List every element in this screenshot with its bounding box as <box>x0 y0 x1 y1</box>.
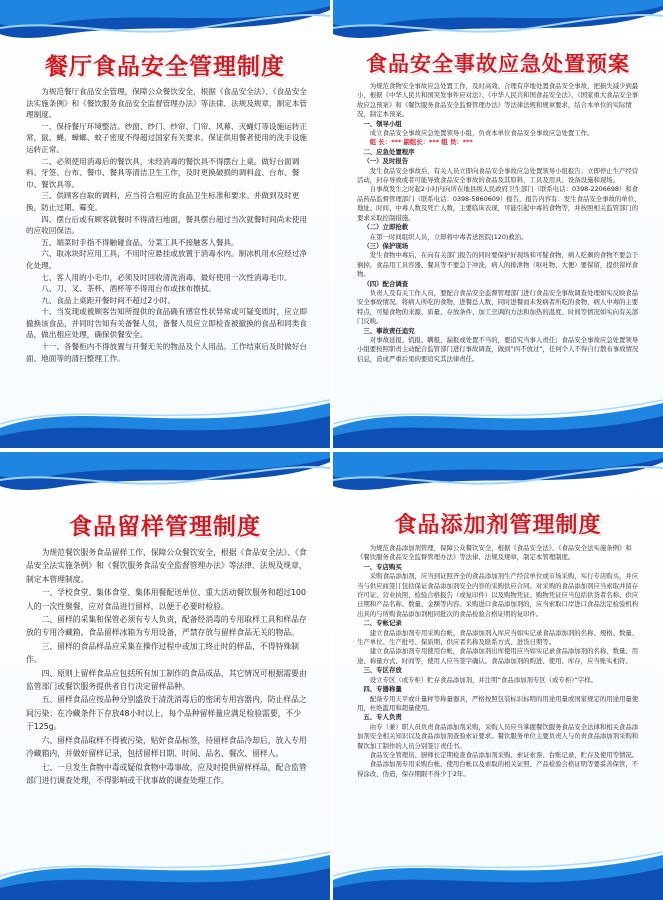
panel-body <box>26 86 308 364</box>
paragraph: 二、必须使用消毒后的餐饮具，未经消毒的餐饮具不得摆台上桌。做好台面调料、牙签、台布、餐巾、餐具等清洁卫生工作，及时更换破损的调料盒、台布、餐巾、餐饮具等。 <box>26 156 300 189</box>
section-heading: （一）及时报告 <box>363 157 409 166</box>
paragraph: 六、取冰块时应用工具，不用时应悬挂或放置于消毒水内。制冰机用水应经过净化处理。 <box>26 249 307 270</box>
paragraph: 食品安全管理员、厨师长定期检查食品添加剂采购、索证索票、台账记录、贮存及使用等情况。 <box>369 750 639 759</box>
panel-body <box>357 544 641 779</box>
paragraph: 负责人及有关工作人员，要配合食品安全监督管理部门进行食品安全事故调查处理如实反映食品安全事故情况。将病人所吃的食物，进餐总人数，同时进餐而未发病者所吃的食物，病人中毒的主要特点，可疑食物的来源、质量、存放条件、加工烹调的方法和加热的温度、时间等情况如实向有关部门反映。 <box>357 288 639 326</box>
paragraph: 食品添加剂专用采购台帐、使用台帐以及索取的相关证照、产品检验合格证明等要妥善保管，不得涂改、伪造，保存期限不得少于2年。 <box>357 760 639 778</box>
panel-title: 食品安全事故应急处置预案 <box>366 51 630 76</box>
panel-title: 食品留样管理制度 <box>69 513 261 540</box>
paragraph: 发生食品安全事故后，有关人员立即向食品安全事故应急处置领导小组报告；立即停止生产经营活动，封存导致或者可能导致食品安全事故的食品及其原料、工具及用具、设备设施和现场。 <box>357 166 639 185</box>
paragraph: 建立食品添加剂专用使用台帐，食品添加剂出库使用应当如实记录食品添加剂的名称、数量、用途、称量方式、时间等，使用人应当签字确认。食品添加剂的购进、使用、库存，应当账实相符。 <box>357 647 639 665</box>
paragraph: 为规范餐饮服务食品留样工作，保障公众餐饮安全，根据《食品安全法》、《食品安全法实施条例》和《餐饮服务食品安全监督管理办法》等法律、法规及规章，制定本管理制度。 <box>26 548 307 584</box>
paragraph: 三、留样的食品样品应采集在操作过程中或加工终止时的样品，不得特殊制作。 <box>26 641 299 665</box>
panel-food-additives <box>333 452 663 900</box>
section-heading: 二、专帐记录 <box>363 619 402 628</box>
paragraph: 九、食品上桌距开餐时间不超过2小时。 <box>41 295 176 305</box>
section-heading: 一、专店购买 <box>363 562 402 571</box>
paragraph: 发生食物中毒后，在向有关部门报告的同时要保护好现场和可疑食物，病人吃剩的食物不要急于倒掉，食品用工具容器、餐具等不要急于冲洗，病人的排泄物（呕吐物、大便）要保留，提供留样食物。 <box>357 251 639 279</box>
panel-title: 餐厅食品安全管理制度 <box>45 53 285 80</box>
panel-restaurant-food-safety <box>0 0 330 448</box>
bottom-wave-decoration <box>333 840 663 900</box>
section-heading: 三、专区存放 <box>363 666 402 675</box>
section-heading: 二、应急处置程序 <box>363 147 415 156</box>
paragraph: 五、端菜时手指不得触碰食品，分菜工具不接触客人餐具。 <box>41 237 239 247</box>
team-members: 组 长：*** 副组长：*** 组 员：*** <box>369 138 473 147</box>
panel-sample-retention <box>0 452 330 900</box>
paragraph: 成立食品安全事故应急处置领导小组，负责本单位食品安全事故应急处置工作。 <box>369 129 594 138</box>
paragraph: 六、留样食品取样不得被污染，贴好食品标签，待留样食品冷却后，放入专用冷藏箱内，并做好留样记录，包括留样日期、时间、品名、餐次、留样人。 <box>26 735 307 759</box>
paragraph: 七、客人用的小毛巾，必须及时回收清洗消毒，最好使用一次性消毒毛巾。 <box>41 272 292 282</box>
section-heading: （三）保护现场 <box>363 241 409 250</box>
panel-emergency-plan <box>333 0 663 448</box>
paragraph: 十、当发现或被顾客告知所提供的食品确有感官性状异常或可疑变质时，应立即撤换该食品，并同时告知有关备餐人员，备餐人员应立即检查被撤换的食品和同类食品，做出相应处理，确保供餐安全。 <box>26 307 307 340</box>
paragraph: 四、原则上留样食品应包括所有加工制作的食品成品，其它情况可根据需要由监管部门或餐饮服务提供者自行决定留样品种。 <box>26 668 307 692</box>
paragraph: 十一、各餐柜内不得放置与开餐无关的物品及个人用品。工作结束后及时做好台面、地面等的清扫整理工作。 <box>26 342 307 363</box>
paragraph: 五、留样食品应按品种分别盛放于清洗消毒后的密闭专用容器内，防止样品之间污染；在冷藏条件下存放48小时以上，每个品种留样量应满足检验需要，不少于125g。 <box>26 695 307 732</box>
paragraph: 七、一旦发生食物中毒或疑似食物中毒事故，应及时提供留样样品，配合监管部门进行调查处理，不得影响或干扰事故的调查处理工作。 <box>26 762 307 785</box>
paragraph: 自事故发生之时起2小时内向所在地县级人民政府卫生部门（联系电话：0398-2206698）和食品药品监督管理部门（联系电话：0398-5860609）报告，报告内容有：发生食品安全事故的单位、地址、时间、中毒人数及死亡人数，主要临床表现，可能引起中毒的食物等，并按照相关监管部门的要求采取控制措施。 <box>357 185 641 222</box>
paragraph: 设立专区（或专柜）贮存食品添加剂，并注明“食品添加剂专区（或专柜）”字样。 <box>369 675 597 684</box>
paragraph: 建立食品添加剂专用采购台帐，食品添加剂入库应当如实记录食品添加剂的名称、规格、数量、生产单位、生产批号、保质期、供应者名称及联系方式、进货日期等。 <box>357 628 639 647</box>
paragraph: 配备专用天平或计量秤等称量器具，严格按照包装标识标明的用途用量或国家规定的用途用量使用，杜绝滥用和超量使用。 <box>357 694 639 712</box>
bottom-wave-decoration <box>0 840 330 900</box>
panel-title: 食品添加剂管理制度 <box>394 512 602 538</box>
paragraph: 在第一时间组织人员，立即将中毒者送医院(120)救治。 <box>369 232 528 241</box>
section-heading: （四）配合调查 <box>363 279 409 288</box>
section-heading: 三、事故责任追究 <box>363 326 415 335</box>
panel-body <box>26 546 308 787</box>
panel-body <box>357 82 641 364</box>
paragraph: 为规范餐厅食品安全管理，保障公众餐饮安全，根据《食品安全法》、《食品安全法实施条例》和《餐饮服务食品安全监督管理办法》等法律、法规及规章，制定本管理制度。 <box>26 87 307 120</box>
section-heading: 五、专人负责 <box>363 713 402 722</box>
paragraph: 四、摆台后或有顾客就餐时不得清扫地面，餐具摆台超过当次就餐时间尚未使用的应收回保洁。 <box>26 214 307 236</box>
section-heading: 一、领导小组 <box>363 119 402 128</box>
paragraph: 一、学校食堂、集体食堂、集体用餐配送单位、重大活动餐饮服务和超过100人的一次性聚餐，应对食品进行留样，以便于必要时检验。 <box>26 588 306 611</box>
paragraph: 二、留样的采集和保管必须有专人负责，配备经消毒的专用取样工具和样品存放的专用冷藏箱。食品留样冰箱为专用设备，严禁存放与留样食品无关的物品。 <box>26 615 307 638</box>
paragraph: 为规范食物安全事故应急处置工作，及时高效、合理有序地处置食品安全事故，把损失减少到最小，根据《中华人民共和国突发事件应对法》、《中华人民共和国食品安全法》、《国家重大食品安全事故应急预案》和《餐饮服务食品安全监督管理办法》等法律法规和规章要求，结合本单位的实际情况，制定本预案。 <box>357 82 639 119</box>
paragraph: 对事故延报、慌报、瞒报、漏报或处置不当的，要追究当事人责任；食品安全事故应急处置领导小组要按照职责主动配合监管部门进行事故调查，做到“四不放过”，任何个人不得自行散布事故情况信息，造成严重后果的要追究其法律责任。 <box>357 335 639 363</box>
bottom-wave-decoration <box>333 388 663 448</box>
paragraph: 为规范食品添加剂管理，保障公众餐饮安全，根据《食品安全法》、《食品安全法实施条例》和《餐饮服务食品安全监督管理办法》等法律、法规及规章，制定本管理制度。 <box>357 544 632 562</box>
paragraph: 采购食品添加剂，应当到证照齐全的食品添加剂生产经营单位或市场采购，实行专店购买，并应当与供应商签订包括保证食品添加剂安全内容的采购供应合同。对采购的食品添加剂应当索取并留存许可证、营业执照、检验合格报告（或复印件）以及购物凭证。购物凭证应当包括供货者名称、供应日期和产品名称、数量、金额等内容。采购进口食品添加剂的，应当索取口岸进口食品法定检验机构出具的与所购食品添加剂相同批次的食品检验合格证明的复印件。 <box>357 572 639 618</box>
paragraph: 一、保持餐厅环境整洁。纱窗、纱门、纱帘、门帘、风幕、灭蝇灯等设施运转正常，鼠、蝇、蟑螂、蚊子密度不得超过国家有关要求。保证供用餐者使用的洗手设施运转正常。 <box>26 121 307 154</box>
section-heading: 四、专器称量 <box>363 685 402 694</box>
paragraph: 由专（兼）职人员负责食品添加剂采购，采购人员应当掌握餐饮服务食品安全法律和相关食品添加剂安全相关知识以及食品添加剂查验索证要求。餐饮服务单位主要负责人与负责食品添加剂采购和餐饮加工制作的人员分别签订责任书。 <box>357 722 639 750</box>
section-heading: （二）立即抢救 <box>363 223 409 232</box>
paragraph: 八、刀、叉、茶杯、酒杯等不得用台布或抹布擦拭。 <box>41 284 216 294</box>
bottom-wave-decoration <box>0 388 330 448</box>
paragraph: 三、供顾客自取的调料，应当符合相应的食品卫生标准和要求。并做到及时更换，防止过期、霉变。 <box>26 191 300 212</box>
